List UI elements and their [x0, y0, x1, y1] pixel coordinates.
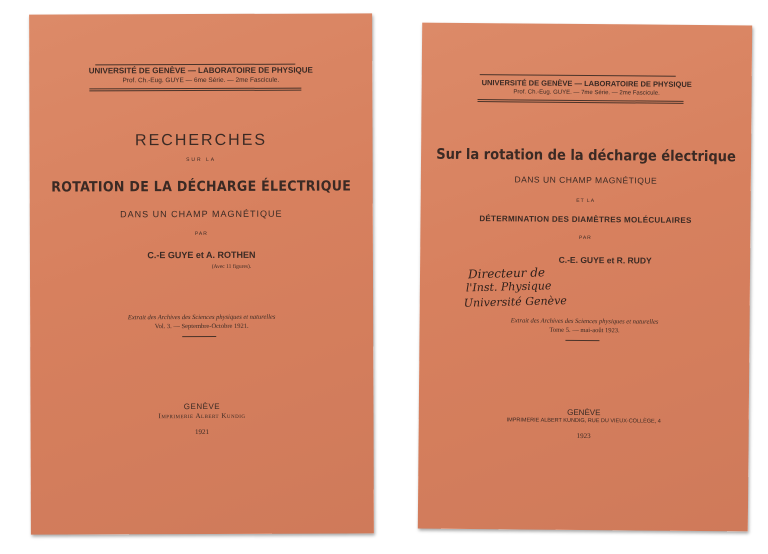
printer: IMPRIMERIE ALBERT KUNDIG, RUE DU VIEUX-COLLÈGE, 4	[506, 417, 661, 425]
title-et-la: ET LA	[576, 197, 596, 205]
header-institution: UNIVERSITÉ DE GENÈVE — LABORATOIRE DE PHYSIQUE	[481, 78, 692, 89]
divider	[565, 340, 599, 341]
extract-source: Extrait des Archives des Sciences physiques et naturelles	[127, 313, 276, 322]
title-recherches: RECHERCHES	[134, 131, 268, 150]
extract-volume: Tome 5. — mai-août 1923.	[549, 326, 620, 335]
title-sur-la: SUR LA	[186, 156, 217, 164]
extract-volume: Vol. 3. — Septembre-Octobre 1921.	[154, 322, 249, 331]
title-main: ROTATION DE LA DÉCHARGE ÉLECTRIQUE	[51, 178, 352, 196]
inscription-line3: Université Genève	[463, 294, 567, 310]
par-label: PAR	[194, 230, 208, 238]
year: 1921	[195, 427, 210, 437]
header-bottom-rule	[478, 99, 684, 104]
header-series: Prof. Ch.-Eug. GUYE. — 7me Série. — 2me Fascicule.	[513, 89, 660, 97]
authors: C.-E GUYE et A. ROTHEN	[147, 249, 256, 261]
left-pamphlet	[29, 13, 374, 534]
printer: Imprimerie Albert Kundig	[158, 411, 246, 421]
year: 1923	[576, 431, 591, 441]
title-main: Sur la rotation de la décharge électrique	[436, 146, 736, 166]
authors: C.-E. GUYE et R. RUDY	[558, 254, 652, 266]
inscription-line2: l'Inst. Physique	[465, 279, 552, 295]
city: GENÈVE	[567, 407, 601, 418]
title-determination: DÉTERMINATION DES DIAMÈTRES MOLÉCULAIRES	[479, 214, 692, 225]
extract-source: Extrait des Archives des Sciences physiques et naturelles	[510, 317, 659, 326]
header-bottom-rule	[89, 88, 301, 92]
header-institution: UNIVERSITÉ DE GENÈVE — LABORATOIRE DE PHYSIQUE	[88, 65, 313, 76]
inscription-line1: Directeur de	[467, 265, 546, 282]
title-subtitle: DANS UN CHAMP MAGNÉTIQUE	[120, 208, 283, 220]
right-pamphlet	[418, 23, 752, 532]
header-top-rule	[480, 74, 676, 77]
par-label: PAR	[578, 234, 592, 242]
header-series: Prof. Ch.-Eug. GUYE — 6me Série. — 2me Fascicule.	[122, 76, 280, 85]
title-subtitle: DANS UN CHAMP MAGNÉTIQUE	[514, 174, 658, 186]
city: GENÈVE	[183, 401, 221, 412]
authors-note: (Avec 11 figures).	[211, 263, 252, 270]
divider	[182, 336, 216, 337]
